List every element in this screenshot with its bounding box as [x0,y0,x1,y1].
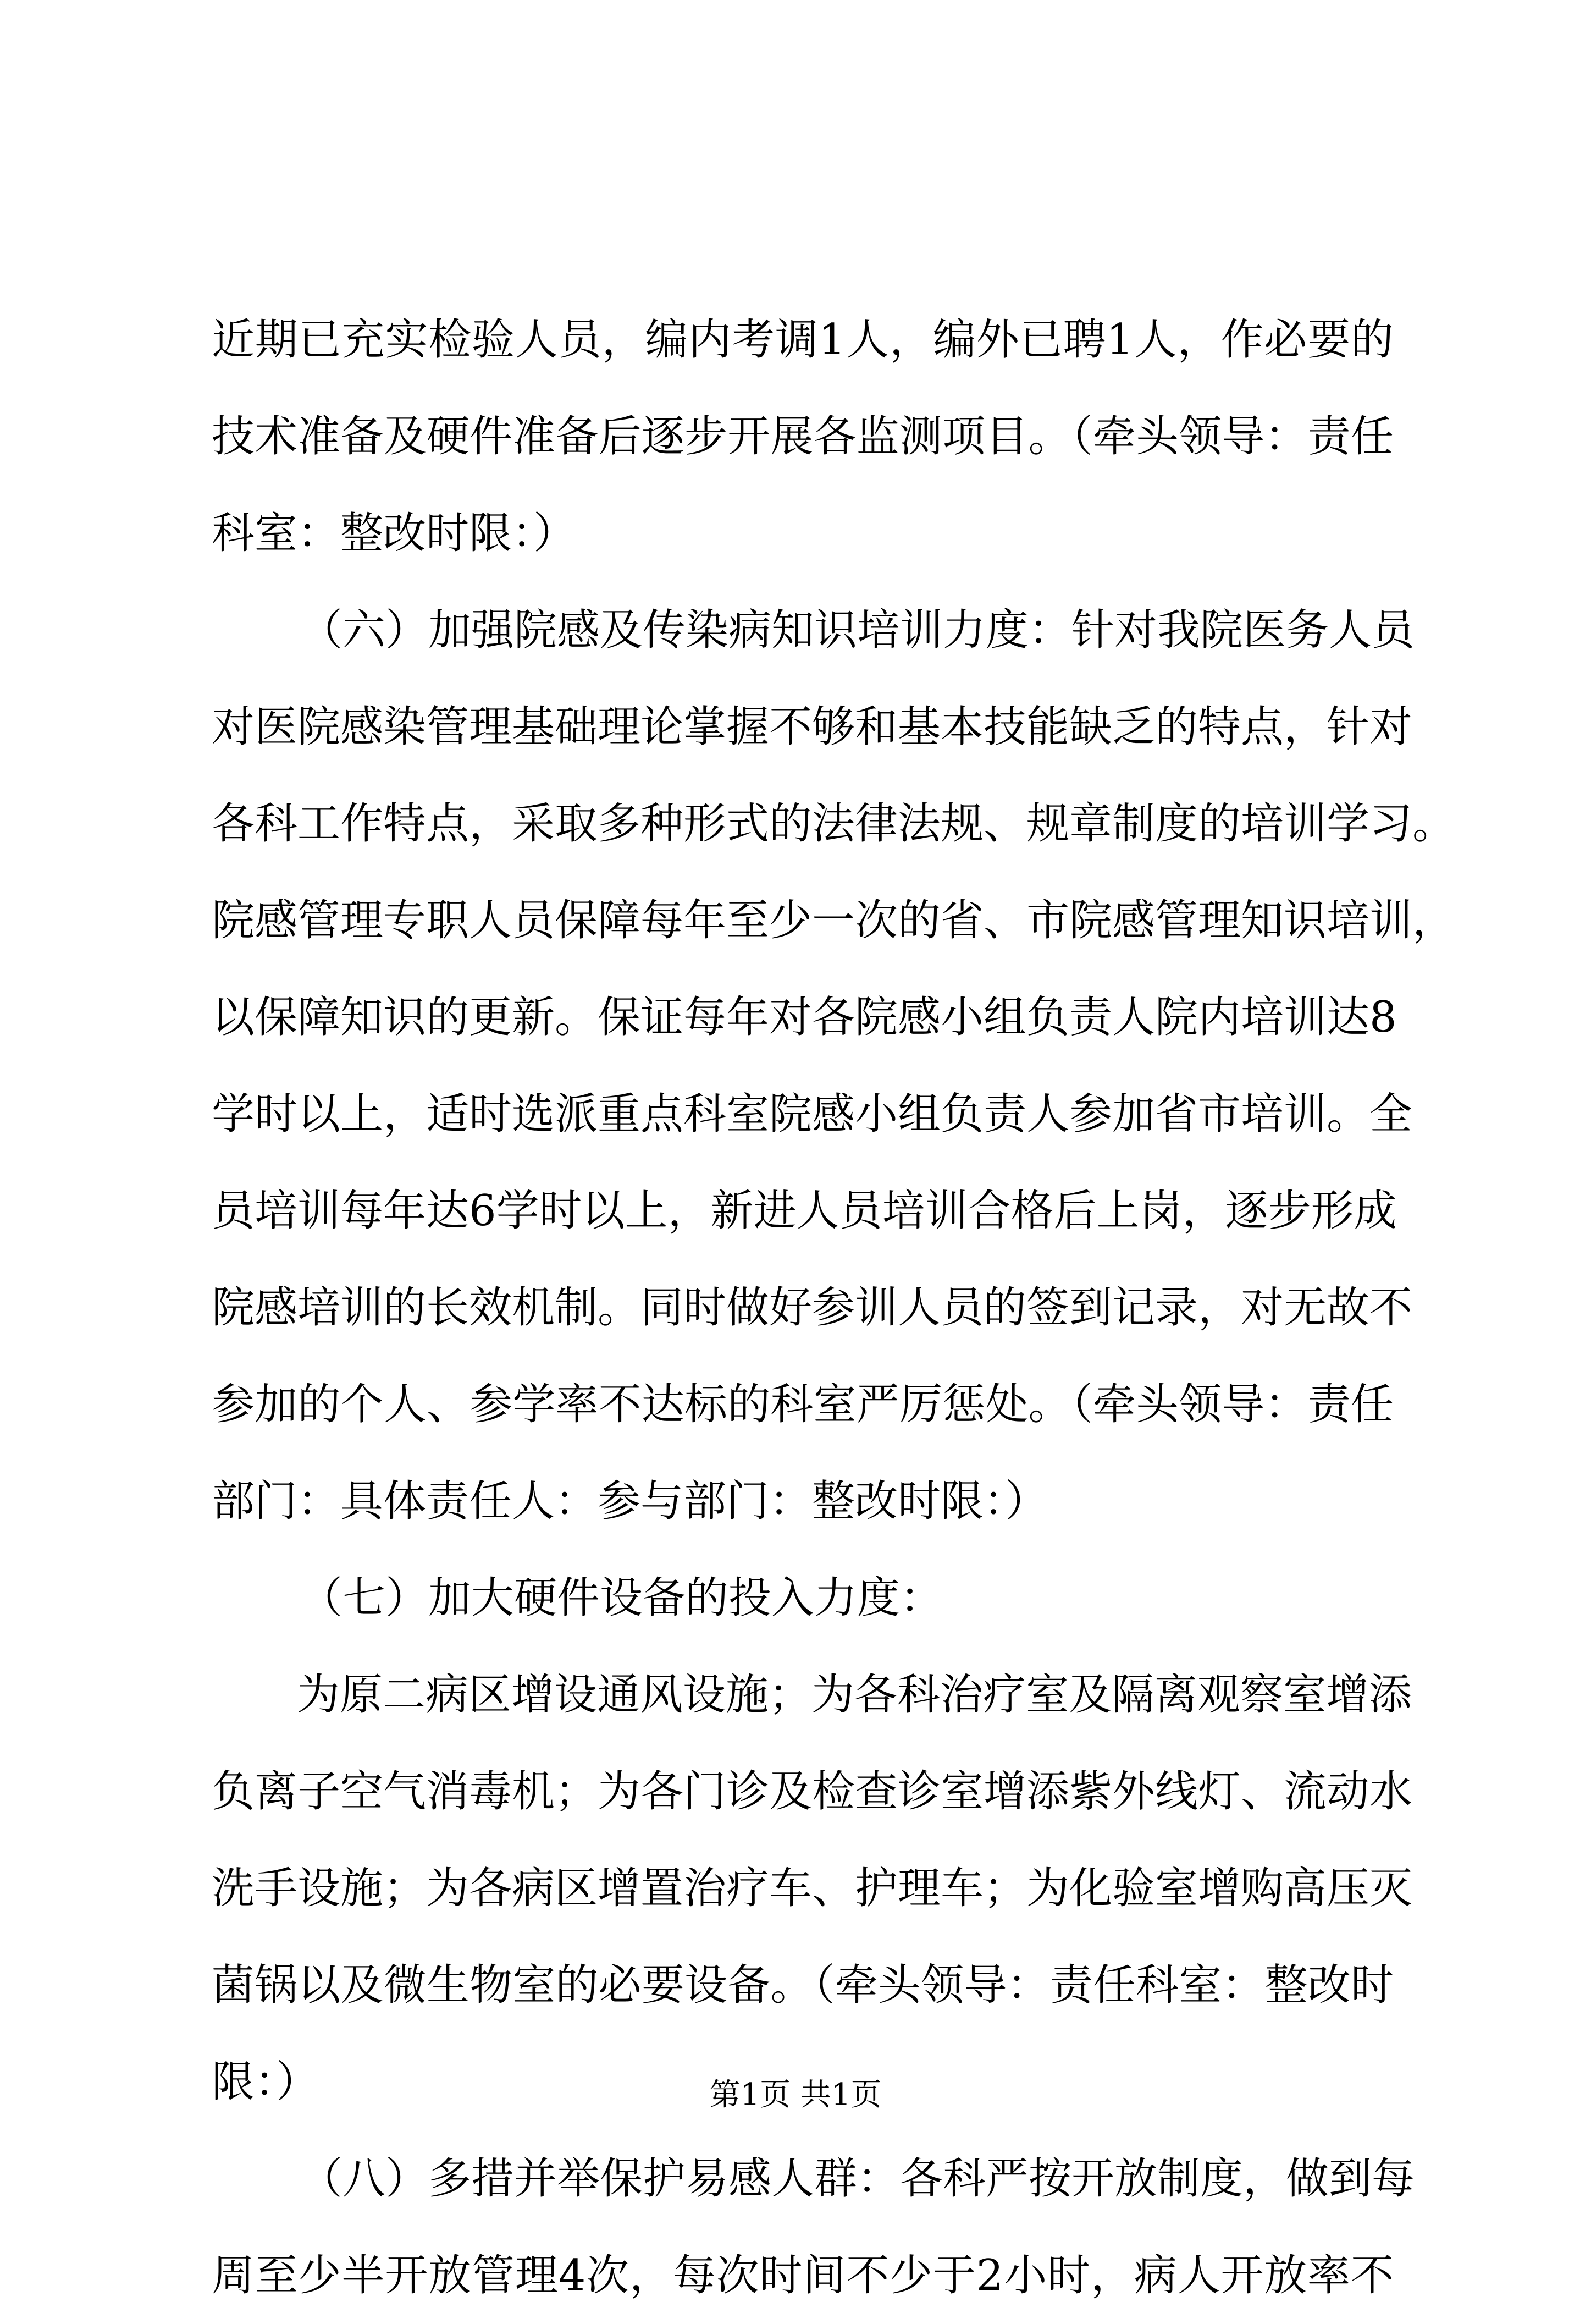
text-line: 洗手设施；为各病区增置治疗车、护理车；为化验室增购高压灭 [212,1864,1413,1913]
text-line: 各科工作特点，采取多种形式的法律法规、规章制度的培训学习。 [212,799,1456,849]
text-line: 参加的个人、参学率不达标的科室严厉惩处。（牵头领导：责任 [212,1380,1394,1429]
text-line: 院感管理专职人员保障每年至少一次的省、市院感管理知识培训， [212,896,1456,945]
text-line: 部门：具体责任人：参与部门：整改时限：） [212,1477,1048,1526]
text-line: 员培训每年达6学时以上，新进人员培训合格后上岗，逐步形成 [212,1186,1397,1236]
paragraph-heading-7: （七）加大硬件设备的投入力度： [300,1573,943,1623]
text-line: 学时以上，适时选派重点科室院感小组负责人参加省市培训。全 [212,1089,1413,1139]
text-line: 近期已充实检验人员，编内考调1人，编外已聘1人，作必要的 [212,315,1394,365]
text-line: 技术准备及硬件准备后逐步开展各监测项目。（牵头领导：责任 [212,412,1394,461]
text-line: 科室：整改时限：） [212,509,577,558]
paragraph-heading-6: （六）加强院感及传染病知识培训力度：针对我院医务人员 [300,605,1415,655]
page-footer: 第1页 共1页 [709,2077,882,2113]
text-line: 菌锅以及微生物室的必要设备。（牵头领导：责任科室：整改时 [212,1960,1394,2010]
text-line: 为原二病区增设通风设施；为各科治疗室及隔离观察室增添 [297,1670,1412,1720]
text-line: 限：） [212,2057,319,2107]
text-line: 负离子空气消毒机；为各门诊及检查诊室增添紫外线灯、流动水 [212,1767,1413,1816]
text-line: 院感培训的长效机制。同时做好参训人员的签到记录，对无故不 [212,1283,1413,1332]
document-body [212,291,1456,2324]
text-line: 对医院感染管理基础理论掌握不够和基本技能缺乏的特点，针对 [212,702,1413,752]
text-line: 以保障知识的更新。保证每年对各院感小组负责人院内培训达8 [212,993,1397,1042]
paragraph-heading-8: （八）多措并举保护易感人群：各科严按开放制度，做到每 [300,2154,1415,2204]
text-line: 周至少半开放管理4次，每次时间不少于2小时，病人开放率不 [212,2251,1394,2300]
